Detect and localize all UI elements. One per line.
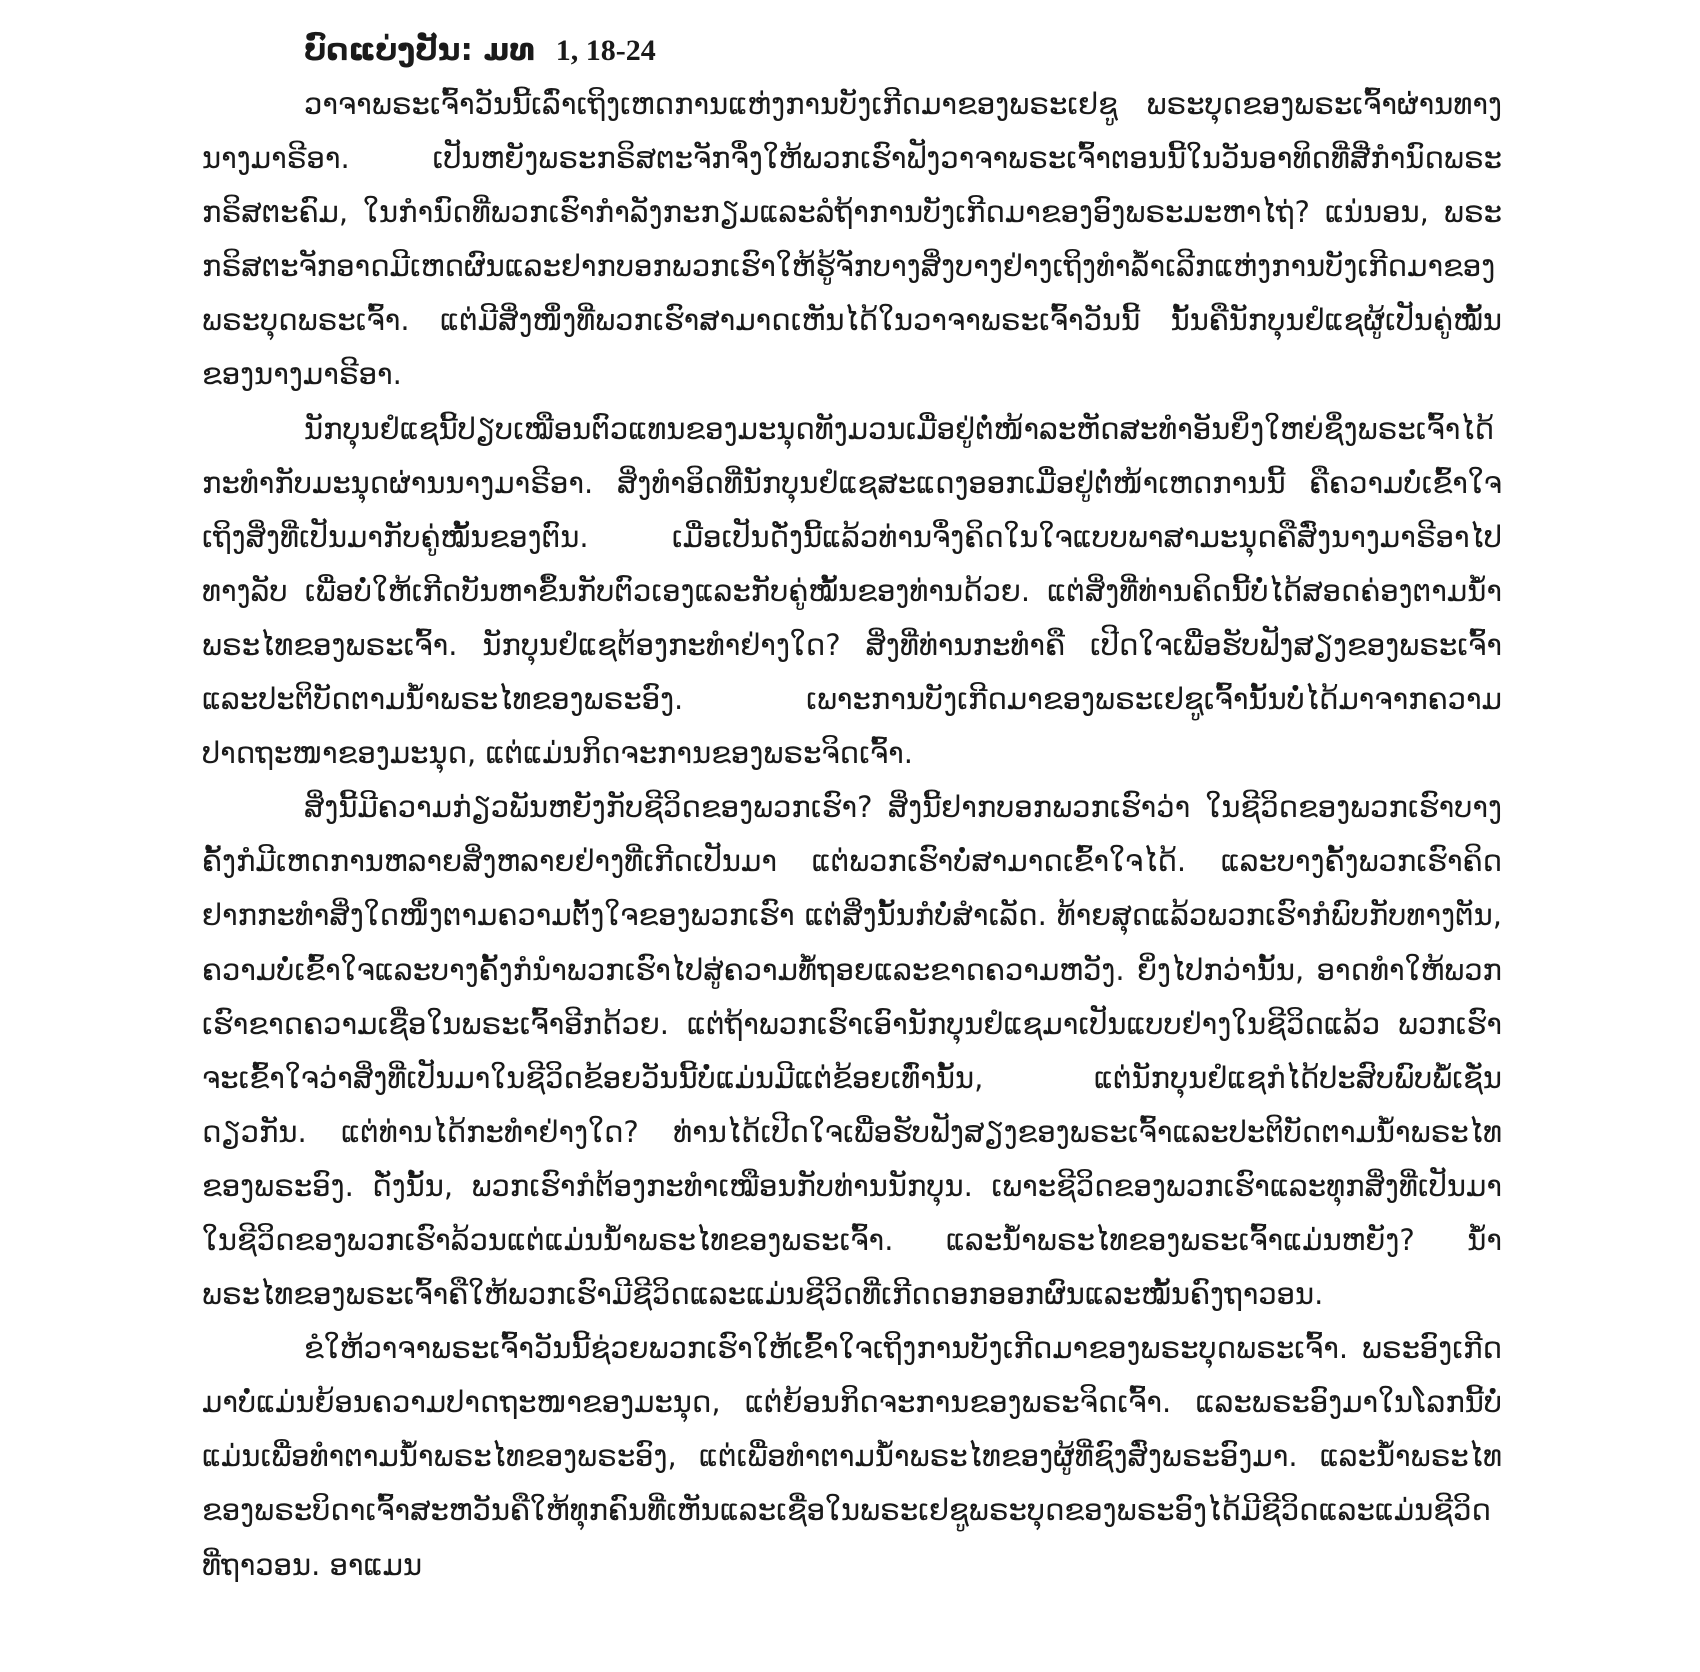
paragraph-3: ສິ່ງນີ້ມີຄວາມກ່ຽວພັນຫຍັງກັບຊີວິດຂອງພວກເຮົາ? ສິ່ງນີ້ຢາກບອກພວກເຮົາວ່າ ໃນຊີວິດຂອງພວກເຮົາບາງຄັ້ງກໍມີເຫດການຫລາຍສິ່ງຫລາຍຢ່າງທີ່ເກີດເປັນມາ ແຕ່ພວກເຮົາບໍ່ສາມາດເຂົ້າໃຈໄດ້. ແລະບາງຄັ້ງພວກເຮົາຄິດຢາກກະທຳສິ່ງໃດໜຶ່ງຕາມຄວາມຕັ້ງໃຈຂອງພວກເຮົາ ແຕ່ສິ່ງນັ້ນກໍບໍ່ສຳເລັດ. ທ້າຍສຸດແລ້ວພວກເຮົາກໍພົບກັບທາງຕັນ, ຄວາມບໍ່ເຂົ້າໃຈແລະບາງຄັ້ງກໍນຳພວກເຮົາໄປສູ່ຄວາມທໍ້ຖອຍແລະຂາດຄວາມຫວັງ. ຍິ່ງໄປກວ່ານັ້ນ, ອາດທຳໃຫ້ພວກເຮົາຂາດຄວາມເຊື່ອໃນພຣະເຈົ້າອີກດ້ວຍ. ແຕ່ຖ້າພວກເຮົາເອົານັກບຸນຢໍແຊມາເປັນແບບຢ່າງໃນຊີວິດແລ້ວ ພວກເຮົາຈະເຂົ້າໃຈວ່າສິ່ງທີ່ເປັນມາໃນຊີວິດຂ້ອຍວັນນີ້ບໍ່ແມ່ນມີແຕ່ຂ້ອຍເທົ່ານັ້ນ, ແຕ່ນັກບຸນຢໍແຊກໍໄດ້ປະສົບພົບພໍ້ເຊັ່ນດຽວກັນ. ແຕ່ທ່ານໄດ້ກະທຳຢ່າງໃດ? ທ່ານໄດ້ເປີດໃຈເພື່ອຮັບຟັງສຽງຂອງພຣະເຈົ້າແລະປະຕິບັດຕາມນໍ້າພຣະໄທຂອງພຣະອົງ. ດັ່ງນັ້ນ, ພວກເຮົາກໍຕ້ອງກະທຳເໝືອນກັບທ່ານນັກບຸນ. ເພາະຊີວິດຂອງພວກເຮົາແລະທຸກສິ່ງທີ່ເປັນມາໃນຊີວິດຂອງພວກເຮົາລ້ວນແຕ່ແມ່ນນໍ້າພຣະໄທຂອງພຣະເຈົ້າ. ແລະນໍ້າພຣະໄທຂອງພຣະເຈົ້າແມ່ນຫຍັງ? ນໍ້າພຣະໄທຂອງພຣະເຈົ້າຄືໃຫ້ພວກເຮົາມີຊີວິດແລະແມ່ນຊີວິດທີ່ເກີດດອກອອກຜົນແລະໝັ້ນຄົງຖາວອນ. [202,790,1502,1312]
sermon-body [202,77,1502,1592]
heading-book: ມທ [483,32,535,68]
heading-title: ບົດແບ່ງປັນ: [304,32,473,68]
sermon-heading [304,30,656,71]
heading-reference: 1, 18-24 [555,34,656,67]
paragraph-2: ນັກບຸນຢໍແຊນີ້ປຽບເໝືອນຕົວແທນຂອງມະນຸດທັງມວນເມື່ອຢູ່ຕໍ່ໜ້າລະຫັດສະທຳອັນຍິ່ງໃຫຍ່ຊຶ່ງພຣະເຈົ້າໄດ້ກະທຳກັບມະນຸດຜ່ານນາງມາຣີອາ. ສິ່ງທຳອິດທີ່ນັກບຸນຢໍແຊສະແດງອອກເມື່ອຢູ່ຕໍ່ໜ້າເຫດການນີ້ ຄືຄວາມບໍ່ເຂົ້າໃຈເຖິງສິ່ງທີ່ເປັນມາກັບຄູ່ໝັ້ນຂອງຕົນ. ເມື່ອເປັນດັ່ງນີ້ແລ້ວທ່ານຈຶ່ງຄິດໃນໃຈແບບພາສາມະນຸດຄືສົ່ງນາງມາຣີອາໄປທາງລັບ ເພື່ອບໍ່ໃຫ້ເກີດບັນຫາຂຶ້ນກັບຕົວເອງແລະກັບຄູ່ໝັ້ນຂອງທ່ານດ້ວຍ. ແຕ່ສິ່ງທີ່ທ່ານຄິດນີ້ບໍ່ໄດ້ສອດຄ່ອງຕາມນໍ້າພຣະໄທຂອງພຣະເຈົ້າ. ນັກບຸນຢໍແຊຕ້ອງກະທຳຢ່າງໃດ? ສິ່ງທີ່ທ່ານກະທຳຄື ເປີດໃຈເພື່ອຮັບຟັງສຽງຂອງພຣະເຈົ້າແລະປະຕິບັດຕາມນໍ້າພຣະໄທຂອງພຣະອົງ. ເພາະການບັງເກີດມາຂອງພຣະເຢຊູເຈົ້ານັ້ນບໍ່ໄດ້ມາຈາກຄວາມປາດຖະໜາຂອງມະນຸດ, ແຕ່ແມ່ນກິດຈະການຂອງພຣະຈິດເຈົ້າ. [202,411,1502,771]
paragraph-1: ວາຈາພຣະເຈົ້າວັນນີ້ເລົ່າເຖິງເຫດການແຫ່ງການບັງເກີດມາຂອງພຣະເຢຊູ ພຣະບຸດຂອງພຣະເຈົ້າຜ່ານທາງນາງມາຣີອາ. ເປັນຫຍັງພຣະກຣິສຕະຈັກຈຶ່ງໃຫ້ພວກເຮົາຟັງວາຈາພຣະເຈົ້າຕອນນີ້ໃນວັນອາທິດທີ່ສີ່ກຳນົດພຣະກຣິສຕະຄົມ, ໃນກຳນົດທີ່ພວກເຮົາກຳລັງກະກຽມແລະລໍຖ້າການບັງເກີດມາຂອງອົງພຣະມະຫາໄຖ່? ແນ່ນອນ, ພຣະກຣິສຕະຈັກອາດມີເຫດຜົນແລະຢາກບອກພວກເຮົາໃຫ້ຮູ້ຈັກບາງສິ່ງບາງຢ່າງເຖິງທຳລໍ້າເລີກແຫ່ງການບັງເກີດມາຂອງພຣະບຸດພຣະເຈົ້າ. ແຕ່ມີສິ່ງໜຶ່ງທີ່ພວກເຮົາສາມາດເຫັນໄດ້ໃນວາຈາພຣະເຈົ້າວັນນີ້ ນັ້ນຄືນັກບຸນຢໍແຊຜູ້ເປັນຄູ່ໝັ້ນຂອງນາງມາຣີອາ. [202,87,1502,392]
paragraph-4: ຂໍໃຫ້ວາຈາພຣະເຈົ້າວັນນີ້ຊ່ວຍພວກເຮົາໃຫ້ເຂົ້າໃຈເຖິງການບັງເກີດມາຂອງພຣະບຸດພຣະເຈົ້າ. ພຣະອົງເກີດມາບໍ່ແມ່ນຍ້ອນຄວາມປາດຖະໜາຂອງມະນຸດ, ແຕ່ຍ້ອນກິດຈະການຂອງພຣະຈິດເຈົ້າ. ແລະພຣະອົງມາໃນໂລກນີ້ບໍ່ແມ່ນເພື່ອທຳຕາມນໍ້າພຣະໄທຂອງພຣະອົງ, ແຕ່ເພື່ອທຳຕາມນໍ້າພຣະໄທຂອງຜູ້ທີ່ຊົງສົ່ງພຣະອົງມາ. ແລະນໍ້າພຣະໄທຂອງພຣະບິດາເຈົ້າສະຫວັນຄືໃຫ້ທຸກຄົນທີ່ເຫັນແລະເຊື່ອໃນພຣະເຢຊູພຣະບຸດຂອງພຣະອົງໄດ້ມີຊີວິດແລະແມ່ນຊີວິດທີ່ຖາວອນ. ອາແມນ [202,1331,1502,1582]
